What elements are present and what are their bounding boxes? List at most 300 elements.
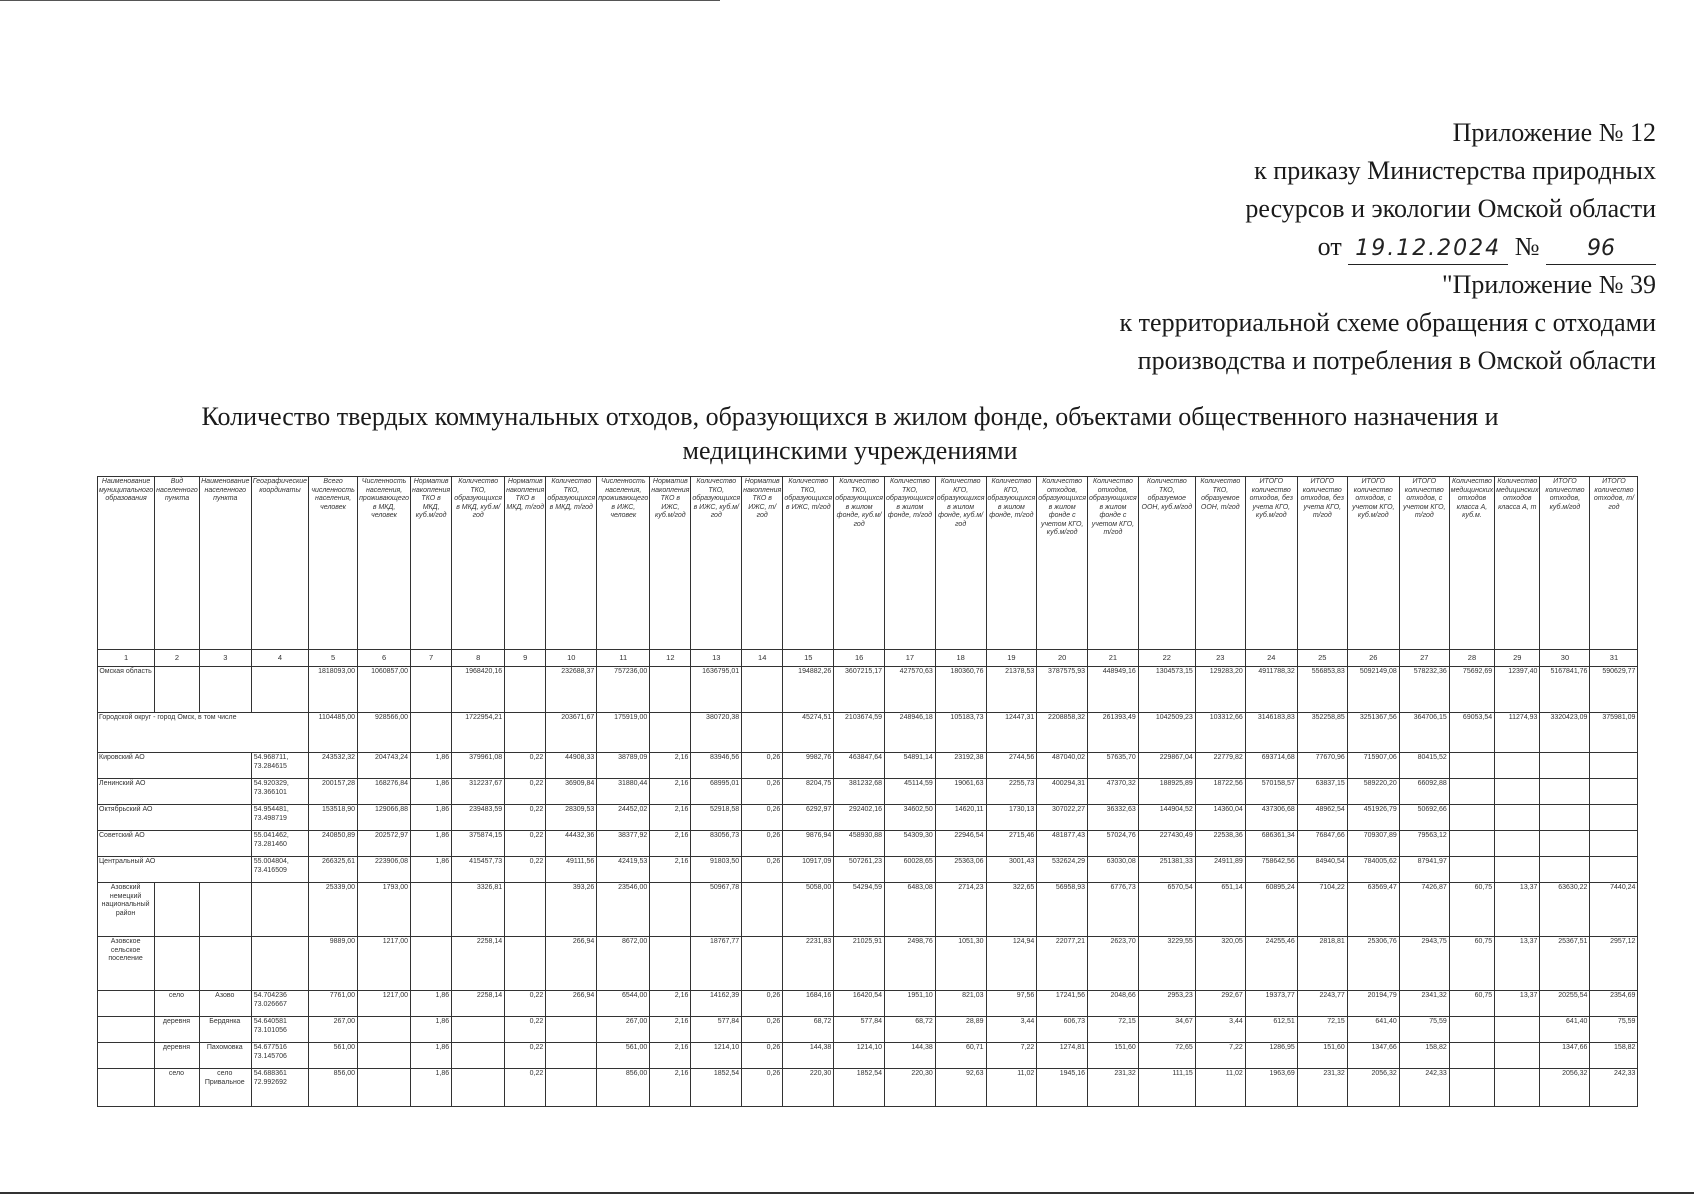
column-header: ИТОГО количество отходов, без учета КГО, т/год [1297, 477, 1347, 650]
data-cell [155, 667, 200, 713]
header-line-7: производства и потребления в Омской области [1137, 346, 1656, 375]
data-cell: 570158,57 [1245, 779, 1297, 805]
data-cell: 129066,88 [358, 805, 411, 831]
data-cell: 606,73 [1037, 1017, 1088, 1043]
column-header: Норматив накопления ТКО в МКД, т/год [505, 477, 546, 650]
table-row [98, 883, 1638, 937]
data-cell: 144,38 [783, 1043, 834, 1069]
data-cell: 48962,54 [1297, 805, 1347, 831]
data-cell: 267,00 [309, 1017, 358, 1043]
data-cell: 322,65 [986, 883, 1037, 937]
table-row [98, 753, 1638, 779]
data-cell: 2056,32 [1347, 1069, 1399, 1107]
data-cell: 2943,75 [1399, 937, 1449, 991]
data-cell: 0,26 [742, 779, 783, 805]
data-cell: 1963,69 [1245, 1069, 1297, 1107]
data-cell: 2715,46 [986, 831, 1037, 857]
data-cell: 1,86 [411, 805, 452, 831]
data-cell: 83946,56 [691, 753, 742, 779]
table-row [98, 713, 1638, 753]
data-cell [411, 713, 452, 753]
column-header: Количество ТКО, образующихся в жилом фонде, куб.м/год [834, 477, 885, 650]
header-line-3: ресурсов и экологии Омской области [1245, 194, 1656, 223]
data-cell: 6483,08 [885, 883, 936, 937]
data-cell: 239483,59 [452, 805, 505, 831]
data-cell: 18767,77 [691, 937, 742, 991]
data-cell: 1217,00 [358, 937, 411, 991]
column-number: 18 [935, 650, 986, 667]
data-cell: деревня [155, 1043, 200, 1069]
data-cell: 87941,97 [1399, 857, 1449, 883]
data-cell: 60,71 [935, 1043, 986, 1069]
table-row [98, 831, 1638, 857]
municipality-name: Центральный АО [98, 857, 252, 883]
data-cell: 63030,08 [1088, 857, 1139, 883]
column-header: Географические координаты [251, 477, 308, 650]
table-row [98, 779, 1638, 805]
scan-edge-top [0, 0, 720, 1]
data-cell [1540, 753, 1590, 779]
data-cell: 1,86 [411, 857, 452, 883]
data-cell: 28309,53 [546, 805, 597, 831]
data-cell: 72,65 [1138, 1043, 1195, 1069]
data-cell: 66092,88 [1399, 779, 1449, 805]
data-cell [1449, 805, 1494, 831]
data-cell: 24452,02 [597, 805, 650, 831]
data-cell [251, 667, 308, 713]
data-cell: 36909,84 [546, 779, 597, 805]
data-cell: 229867,04 [1138, 753, 1195, 779]
header-line-2: к приказу Министерства природных [1254, 156, 1656, 185]
data-cell: 9876,94 [783, 831, 834, 857]
data-cell [505, 937, 546, 991]
column-number: 3 [199, 650, 251, 667]
data-cell: 487040,02 [1037, 753, 1088, 779]
data-cell: 2258,14 [452, 937, 505, 991]
municipality-name [98, 1069, 155, 1107]
column-header: Количество ТКО, образующихся в жилом фонде, т/год [885, 477, 936, 650]
data-cell: 34602,50 [885, 805, 936, 831]
data-cell: 1,86 [411, 991, 452, 1017]
data-cell [411, 937, 452, 991]
data-cell: 63569,47 [1347, 883, 1399, 937]
column-number: 14 [742, 650, 783, 667]
data-cell [1449, 779, 1494, 805]
data-cell: 3,44 [1195, 1017, 1245, 1043]
data-cell [1590, 753, 1638, 779]
column-header: ИТОГО количество отходов, без учета КГО, куб.м/год [1245, 477, 1297, 650]
data-cell: 180360,76 [935, 667, 986, 713]
data-cell: 400294,31 [1037, 779, 1088, 805]
data-cell: 203671,67 [546, 713, 597, 753]
column-number: 12 [650, 650, 691, 667]
data-cell: 1274,81 [1037, 1043, 1088, 1069]
data-cell [1449, 1069, 1494, 1107]
municipality-name: Омская область [98, 667, 155, 713]
data-cell [505, 713, 546, 753]
data-cell: 1,86 [411, 753, 452, 779]
column-header: Количество отходов, образующихся в жилом фонде с учетом КГО, т/год [1088, 477, 1139, 650]
data-cell [411, 667, 452, 713]
data-cell: деревня [155, 1017, 200, 1043]
data-cell: 3320423,09 [1540, 713, 1590, 753]
data-cell: 532624,29 [1037, 857, 1088, 883]
data-cell: 266325,61 [309, 857, 358, 883]
column-header: Количество медицинских отходов класса А, куб.м. [1449, 477, 1494, 650]
data-cell: 3146183,83 [1245, 713, 1297, 753]
data-cell: 292402,16 [834, 805, 885, 831]
data-cell: 6292,97 [783, 805, 834, 831]
data-cell [452, 1069, 505, 1107]
table-row [98, 805, 1638, 831]
data-cell: 9889,00 [309, 937, 358, 991]
data-cell [650, 883, 691, 937]
data-cell [1495, 831, 1540, 857]
column-number: 17 [885, 650, 936, 667]
data-cell: 14620,11 [935, 805, 986, 831]
column-number: 5 [309, 650, 358, 667]
data-cell: 49111,56 [546, 857, 597, 883]
data-cell: 427570,63 [885, 667, 936, 713]
data-cell: 7,22 [1195, 1043, 1245, 1069]
data-cell: 242,33 [1590, 1069, 1638, 1107]
column-number: 6 [358, 650, 411, 667]
data-cell: 1730,13 [986, 805, 1037, 831]
data-cell: 0,22 [505, 753, 546, 779]
data-cell: 2957,12 [1590, 937, 1638, 991]
column-number: 25 [1297, 650, 1347, 667]
data-cell: 1304573,15 [1138, 667, 1195, 713]
data-cell: 1214,10 [834, 1043, 885, 1069]
data-cell: 577,84 [691, 1017, 742, 1043]
data-cell: 22538,36 [1195, 831, 1245, 857]
data-cell: 0,22 [505, 805, 546, 831]
data-cell [358, 1069, 411, 1107]
data-cell: 19373,77 [1245, 991, 1297, 1017]
municipality-name [98, 991, 155, 1017]
data-cell: 3,44 [986, 1017, 1037, 1043]
data-cell [1449, 857, 1494, 883]
data-cell: 22779,82 [1195, 753, 1245, 779]
data-cell: 92,63 [935, 1069, 986, 1107]
data-cell: 266,94 [546, 991, 597, 1017]
data-cell: 1793,00 [358, 883, 411, 937]
data-cell: 227430,49 [1138, 831, 1195, 857]
data-cell: 1,86 [411, 779, 452, 805]
data-cell [452, 1017, 505, 1043]
data-cell: 1217,00 [358, 991, 411, 1017]
data-cell: 11,02 [986, 1069, 1037, 1107]
data-cell [1495, 1017, 1540, 1043]
data-cell: 68,72 [783, 1017, 834, 1043]
data-cell: 1968420,16 [452, 667, 505, 713]
data-cell: 312237,67 [452, 779, 505, 805]
data-cell: 42419,53 [597, 857, 650, 883]
data-cell: 2,16 [650, 831, 691, 857]
data-cell: 80415,52 [1399, 753, 1449, 779]
data-cell: 1042509,23 [1138, 713, 1195, 753]
data-cell: 45274,51 [783, 713, 834, 753]
data-cell: 223906,08 [358, 857, 411, 883]
data-cell: 507261,23 [834, 857, 885, 883]
data-cell: 1347,66 [1540, 1043, 1590, 1069]
data-cell [358, 1043, 411, 1069]
data-cell: 21378,53 [986, 667, 1037, 713]
data-cell: 13,37 [1495, 937, 1540, 991]
data-cell: 686361,34 [1245, 831, 1297, 857]
column-header: Численность населения, проживающего в МКД, человек [358, 477, 411, 650]
data-cell: 2818,81 [1297, 937, 1347, 991]
data-cell: 50967,78 [691, 883, 742, 937]
data-cell: 22077,21 [1037, 937, 1088, 991]
data-cell: 57635,70 [1088, 753, 1139, 779]
data-cell [1540, 779, 1590, 805]
data-cell: Бердянка [199, 1017, 251, 1043]
data-cell [546, 1017, 597, 1043]
data-cell: 0,26 [742, 805, 783, 831]
data-cell: 3326,81 [452, 883, 505, 937]
data-cell: 153518,90 [309, 805, 358, 831]
data-cell: 1945,16 [1037, 1069, 1088, 1107]
column-header: Количество КГО, образующихся в жилом фонде, т/год [986, 477, 1037, 650]
data-cell [1495, 857, 1540, 883]
data-cell: 641,40 [1347, 1017, 1399, 1043]
data-cell: 194882,26 [783, 667, 834, 713]
data-cell: 54.704236 73.026667 [251, 991, 308, 1017]
data-cell: 204743,24 [358, 753, 411, 779]
data-cell: 60028,65 [885, 857, 936, 883]
data-cell: 14360,04 [1195, 805, 1245, 831]
column-number: 29 [1495, 650, 1540, 667]
data-cell: село Привальное [199, 1069, 251, 1107]
municipality-name: Ленинский АО [98, 779, 252, 805]
data-cell: 0,22 [505, 991, 546, 1017]
data-cell: 11274,93 [1495, 713, 1540, 753]
column-number: 7 [411, 650, 452, 667]
data-cell: 144,38 [885, 1043, 936, 1069]
column-number: 15 [783, 650, 834, 667]
data-cell: 928566,00 [358, 713, 411, 753]
data-cell [199, 937, 251, 991]
data-cell: 6776,73 [1088, 883, 1139, 937]
data-cell: 97,56 [986, 991, 1037, 1017]
column-header: Численность населения, проживающего в ИЖС, человек [597, 477, 650, 650]
data-cell: 2103674,59 [834, 713, 885, 753]
data-cell: 28,89 [935, 1017, 986, 1043]
data-cell: 2354,69 [1590, 991, 1638, 1017]
data-cell: 3787575,93 [1037, 667, 1088, 713]
data-cell [742, 713, 783, 753]
data-cell: 2231,83 [783, 937, 834, 991]
data-cell [1495, 779, 1540, 805]
appendix-39: "Приложение № 39 [1442, 270, 1656, 299]
data-cell [1449, 753, 1494, 779]
document-title [150, 400, 1550, 468]
data-cell: 2,16 [650, 1017, 691, 1043]
data-cell: 14162,39 [691, 991, 742, 1017]
data-cell: 1,86 [411, 831, 452, 857]
header-row [98, 477, 1638, 650]
data-cell [650, 937, 691, 991]
data-cell: 0,22 [505, 857, 546, 883]
data-cell: 68,72 [885, 1017, 936, 1043]
title-line-1: Количество твердых коммунальных отходов, образующихся в жилом фонде, объектами общественного назначения и [201, 402, 1499, 431]
column-number: 23 [1195, 650, 1245, 667]
table-row [98, 1069, 1638, 1107]
data-cell: 307022,27 [1037, 805, 1088, 831]
column-header: ИТОГО количество отходов, с учетом КГО, куб.м/год [1347, 477, 1399, 650]
data-cell: 13,37 [1495, 883, 1540, 937]
data-cell: 248946,18 [885, 713, 936, 753]
data-cell [650, 713, 691, 753]
data-cell: 36332,63 [1088, 805, 1139, 831]
municipality-name: Кировский АО [98, 753, 252, 779]
table-row [98, 667, 1638, 713]
data-cell: 10917,09 [783, 857, 834, 883]
table-row [98, 991, 1638, 1017]
data-cell: село [155, 991, 200, 1017]
data-cell: 50692,66 [1399, 805, 1449, 831]
data-cell: 57024,76 [1088, 831, 1139, 857]
data-cell: 72,15 [1088, 1017, 1139, 1043]
data-cell: 1684,16 [783, 991, 834, 1017]
data-cell [199, 883, 251, 937]
data-cell [1495, 753, 1540, 779]
data-cell: 3607215,17 [834, 667, 885, 713]
column-header: ИТОГО количество отходов, т/год [1590, 477, 1638, 650]
order-date-number [1016, 228, 1656, 266]
data-cell: 54.688361 72.992692 [251, 1069, 308, 1107]
data-cell: 1951,10 [885, 991, 936, 1017]
data-cell: 34,67 [1138, 1017, 1195, 1043]
geo-coordinates: 54.968711, 73.284615 [251, 753, 308, 779]
data-cell: 364706,15 [1399, 713, 1449, 753]
data-cell: 0,22 [505, 1069, 546, 1107]
data-cell: 1818093,00 [309, 667, 358, 713]
data-cell: 44432,36 [546, 831, 597, 857]
data-cell: 1,86 [411, 1043, 452, 1069]
data-cell: 69053,54 [1449, 713, 1494, 753]
data-cell: 63630,22 [1540, 883, 1590, 937]
municipality-name: Азовский немецкий национальный район [98, 883, 155, 937]
header-line-6: к территориальной схеме обращения с отходами [1119, 308, 1656, 337]
data-cell: 60895,24 [1245, 883, 1297, 937]
data-cell: 21025,91 [834, 937, 885, 991]
municipality-name: Азовское сельское поселение [98, 937, 155, 991]
data-cell: 2,16 [650, 991, 691, 1017]
data-cell: 231,32 [1297, 1069, 1347, 1107]
column-number: 16 [834, 650, 885, 667]
geo-coordinates: 55.041462, 73.281460 [251, 831, 308, 857]
data-cell: 151,60 [1088, 1043, 1139, 1069]
column-number: 28 [1449, 650, 1494, 667]
data-cell: 2258,14 [452, 991, 505, 1017]
column-number: 30 [1540, 650, 1590, 667]
data-cell: 151,60 [1297, 1043, 1347, 1069]
data-cell: 561,00 [309, 1043, 358, 1069]
column-header: Количество ТКО, образующихся в МКД, т/год [546, 477, 597, 650]
data-cell: 2,16 [650, 1069, 691, 1107]
data-cell: 375981,09 [1590, 713, 1638, 753]
data-cell: 144904,52 [1138, 805, 1195, 831]
data-cell [1495, 1069, 1540, 1107]
data-cell: 375874,15 [452, 831, 505, 857]
data-cell [742, 883, 783, 937]
data-cell: 38377,92 [597, 831, 650, 857]
data-cell: 25363,06 [935, 857, 986, 883]
data-cell: 1,86 [411, 1017, 452, 1043]
data-cell: 7426,87 [1399, 883, 1449, 937]
data-cell: 24255,46 [1245, 937, 1297, 991]
data-cell: 2243,77 [1297, 991, 1347, 1017]
data-cell: 22946,54 [935, 831, 986, 857]
data-cell: 111,15 [1138, 1069, 1195, 1107]
data-cell: 267,00 [597, 1017, 650, 1043]
data-cell: 16420,54 [834, 991, 885, 1017]
data-cell: 0,22 [505, 779, 546, 805]
data-cell: 20194,79 [1347, 991, 1399, 1017]
data-cell: 1347,66 [1347, 1043, 1399, 1069]
data-cell: 2,16 [650, 805, 691, 831]
column-number: 21 [1088, 650, 1139, 667]
document-header [1016, 114, 1656, 380]
column-header: Количество ТКО, образуемое ООН, т/год [1195, 477, 1245, 650]
data-cell [1590, 857, 1638, 883]
data-cell [1449, 1017, 1494, 1043]
data-cell: 7104,22 [1297, 883, 1347, 937]
data-cell: 76847,66 [1297, 831, 1347, 857]
data-cell: 757236,00 [597, 667, 650, 713]
column-number: 4 [251, 650, 308, 667]
scan-edge-bottom [0, 1192, 1694, 1194]
data-cell [546, 1069, 597, 1107]
data-cell: 79563,12 [1399, 831, 1449, 857]
waste-table [97, 476, 1638, 1107]
data-cell: 1722954,21 [452, 713, 505, 753]
column-header: Наименование муниципального образования [98, 477, 155, 650]
data-cell: 2953,23 [1138, 991, 1195, 1017]
data-cell: 1104485,00 [309, 713, 358, 753]
data-cell: 47370,32 [1088, 779, 1139, 805]
data-cell: 175919,00 [597, 713, 650, 753]
column-number: 9 [505, 650, 546, 667]
data-cell: 463847,64 [834, 753, 885, 779]
data-cell: 8204,75 [783, 779, 834, 805]
data-cell: 0,22 [505, 831, 546, 857]
data-cell: 0,26 [742, 831, 783, 857]
data-cell [411, 883, 452, 937]
data-cell: 612,51 [1245, 1017, 1297, 1043]
data-cell: 2,16 [650, 779, 691, 805]
data-cell: 2498,76 [885, 937, 936, 991]
data-cell: 63837,15 [1297, 779, 1347, 805]
data-cell: 18722,56 [1195, 779, 1245, 805]
data-cell: 2623,70 [1088, 937, 1139, 991]
data-cell: 72,15 [1297, 1017, 1347, 1043]
data-cell: 0,22 [505, 1043, 546, 1069]
data-cell: 105183,73 [935, 713, 986, 753]
data-cell: 7,22 [986, 1043, 1037, 1069]
data-cell: 0,26 [742, 1043, 783, 1069]
data-cell: 5058,00 [783, 883, 834, 937]
data-cell: 3229,55 [1138, 937, 1195, 991]
data-cell: 31880,44 [597, 779, 650, 805]
data-cell: 1636795,01 [691, 667, 742, 713]
data-cell: 451926,79 [1347, 805, 1399, 831]
data-cell: 2,16 [650, 857, 691, 883]
data-cell: 1852,54 [834, 1069, 885, 1107]
number-sign: № [1514, 232, 1540, 261]
